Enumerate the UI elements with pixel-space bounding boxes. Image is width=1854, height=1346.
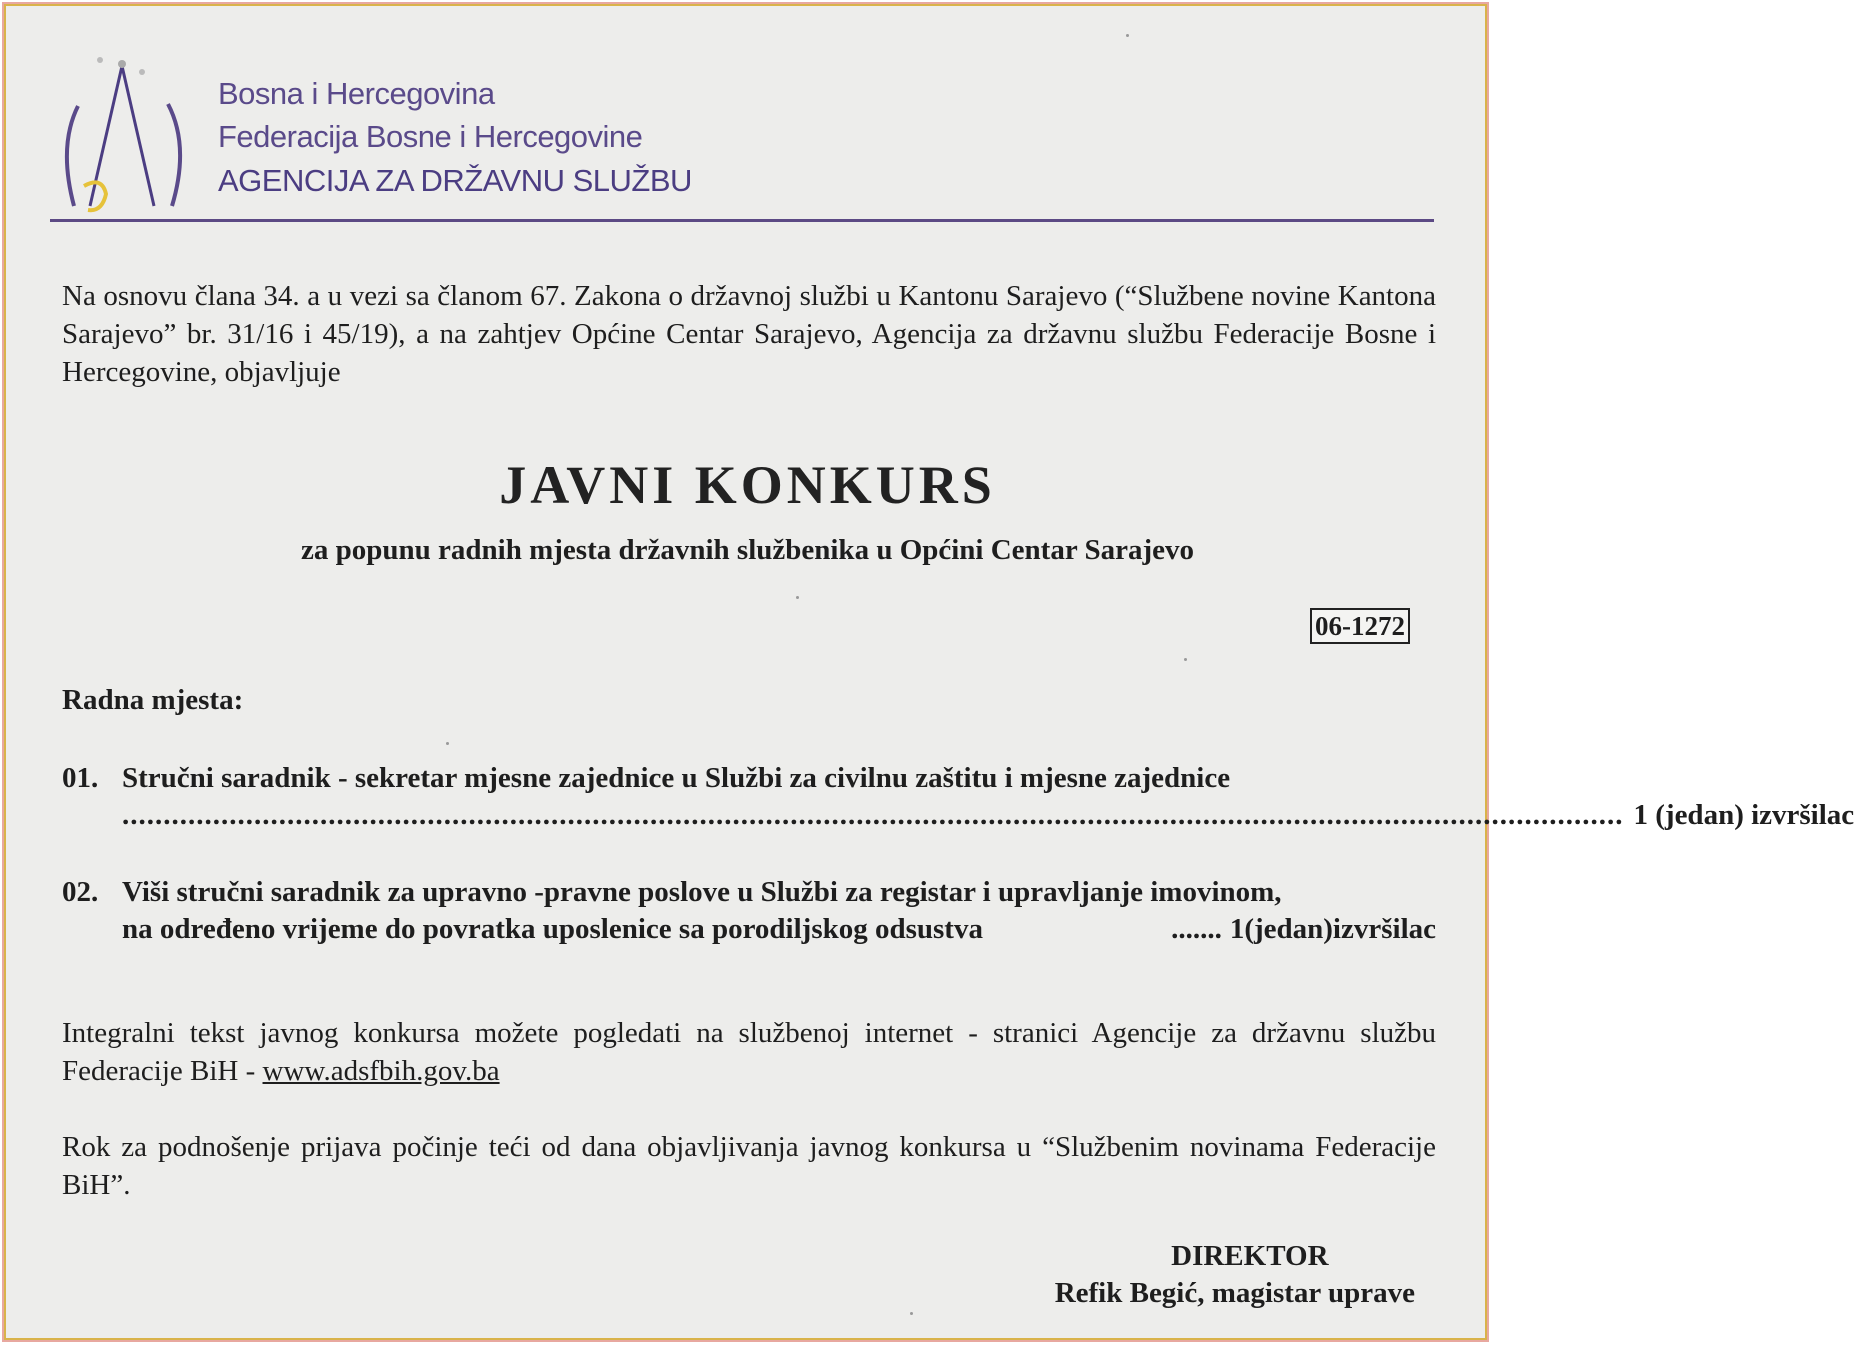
reference-number: 06-1272 (1310, 608, 1410, 644)
deadline-paragraph: Rok za podnošenje prijava počinje teći od dana objavljivanja javnog konkursa u “Službenim novinama Federacije BiH”. (62, 1131, 1436, 1201)
page-title: JAVNI KONKURS (499, 455, 996, 515)
header-divider (50, 219, 1434, 222)
dot-leader: ....... (1171, 913, 1222, 945)
paper-speck (1184, 658, 1187, 661)
paper-speck (446, 742, 449, 745)
paper-speck (1126, 34, 1129, 37)
job-item (62, 760, 1854, 834)
header-agency: AGENCIJA ZA DRŽAVNU SLUŽBU (218, 163, 692, 198)
header-country: Bosna i Hercegovina (218, 76, 495, 111)
signature-title: DIREKTOR (1171, 1240, 1329, 1272)
agency-header (218, 72, 692, 203)
job-number: 01. (62, 762, 99, 794)
website-paragraph-text: Integralni tekst javnog konkursa možete pogledati na službenoj internet - stranici Agencije za državnu službu Federacije BiH - (62, 1017, 1436, 1087)
job-title: Viši stručni saradnik za upravno -pravne poslove u Službi za registar i upravljanje imovinom, (122, 876, 1282, 908)
agency-logo (50, 56, 200, 226)
job-item (62, 874, 1436, 948)
dot-leader: ...................................................................................................................................................................................... (122, 799, 1624, 831)
announcement-page (4, 4, 1854, 1340)
job-number: 02. (62, 876, 99, 908)
job-title: Stručni saradnik - sekretar mjesne zajednice u Službi za civilnu zaštitu i mjesne zajednice (122, 762, 1231, 794)
job-title-continuation: na određeno vrijeme do povratka uposlenice sa porodiljskog odsustva (122, 913, 983, 945)
signature-name: Refik Begić, magistar uprave (1054, 1277, 1415, 1309)
paper-speck (796, 596, 799, 599)
header-federation: Federacija Bosne i Hercegovine (218, 119, 643, 154)
website-paragraph (62, 1014, 1436, 1090)
paper-speck (910, 1312, 913, 1315)
job-count: 1 (jedan) izvršilac (1633, 799, 1854, 831)
agency-website-link[interactable]: www.adsfbih.gov.ba (262, 1055, 500, 1087)
intro-paragraph: Na osnovu člana 34. a u vezi sa članom 67. Zakona o državnoj službi u Kantonu Sarajevo (“Službene novine Kantona Sarajevo” br. 31/16 i 45/19), a na zahtjev Općine Centar Sarajevo, Agencija za državnu službu Federacije Bosne i Hercegovine, objavljuje (62, 280, 1436, 388)
signature-block (1055, 1238, 1415, 1312)
section-heading: Radna mjesta: (62, 684, 244, 716)
page-subtitle: za popunu radnih mjesta državnih službenika u Općini Centar Sarajevo (301, 534, 1194, 566)
job-count: 1(jedan)izvršilac (1229, 913, 1436, 945)
